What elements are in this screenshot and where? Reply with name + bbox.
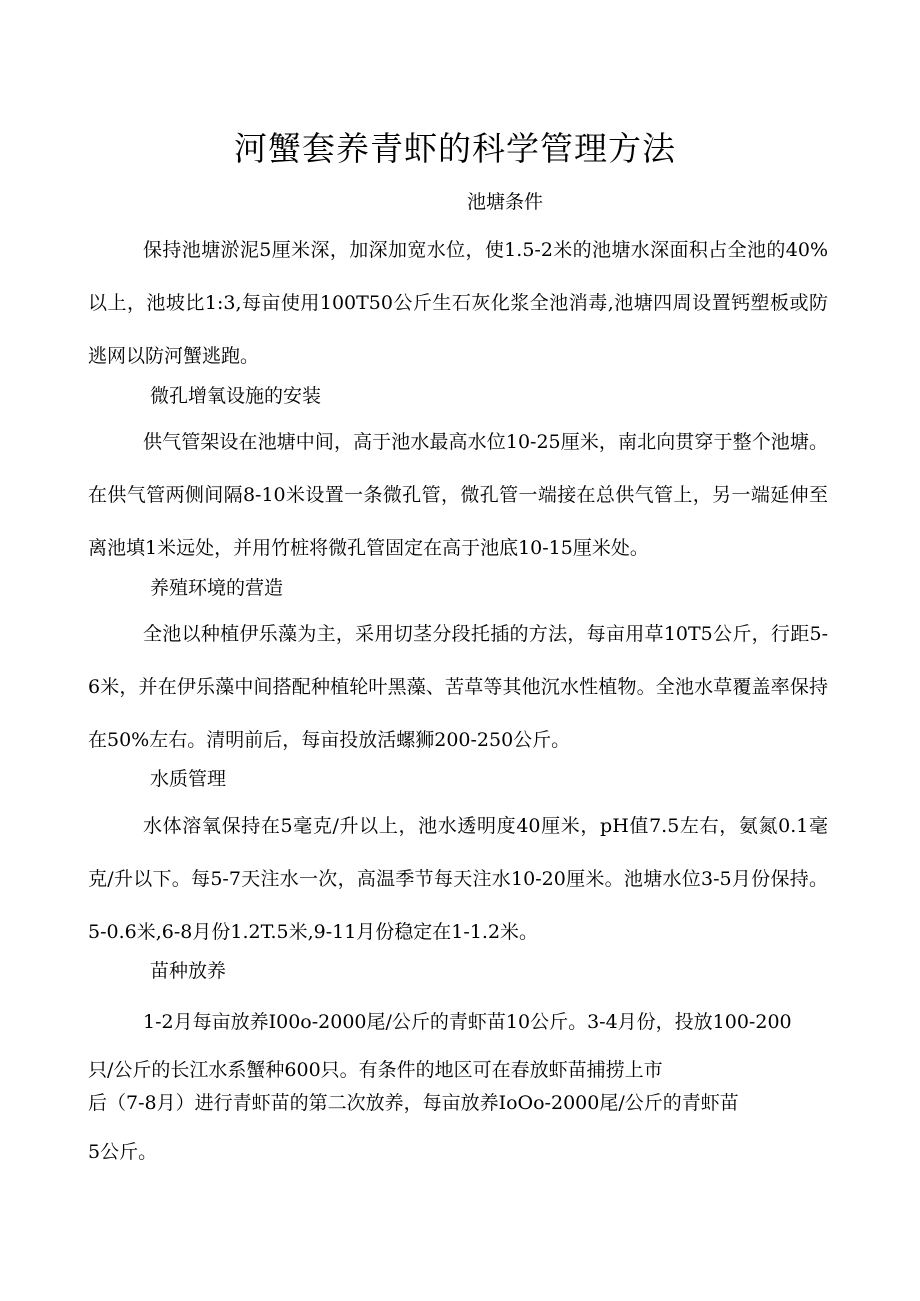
text-line: 后（7-8月）进行青虾苗的第二次放养，每亩放养IoOo-2000尾/公斤的青虾苗 (88, 1092, 739, 1114)
section-heading-water-quality: 水质管理 (150, 768, 227, 790)
section-heading-aeration: 微孔增氧设施的安装 (150, 385, 322, 407)
text-line: 5公斤。 (88, 1141, 158, 1163)
paragraph-pond-conditions: 保持池塘淤泥5厘米深，加深加宽水位，使1.5-2米的池塘水深面积占全池的40%以上，池坡比1:3,每亩使用100T50公斤生石灰化浆全池消毒,池塘四周设置钙塑板或防逃网以防河蟹逃跑。 (88, 239, 828, 367)
paragraph-water-quality: 水体溶氧保持在5毫克/升以上，池水透明度40厘米，pH值7.5左右，氨氮0.1毫克/升以下。每5-7天注水一次，高温季节每天注水10-20厘米。池塘水位3-5月份保持。5-0.6米,6-8月份1.2T.5米,9-11月份稳定在1-1.2米。 (88, 815, 828, 943)
text-line: 1-2月每亩放养I00o-2000尾/公斤的青虾苗10公斤。3-4月份，投放100-200 (143, 1011, 792, 1033)
text-line: 只/公斤的长江水系蟹种600只。有条件的地区可在春放虾苗捕捞上市 (88, 1059, 663, 1081)
page-title: 河蟹套养青虾的科学管理方法 (234, 129, 676, 168)
paragraph-aeration: 供气管架设在池塘中间，高于池水最高水位10-25厘米，南北向贯穿于整个池塘。在供气管两侧间隔8-10米设置一条微孔管，微孔管一端接在总供气管上，另一端延伸至离池填1米远处，并用竹桩将微孔管固定在高于池底10-15厘米处。 (88, 431, 828, 559)
section-heading-environment: 养殖环境的营造 (150, 577, 284, 599)
section-heading-pond-conditions: 池塘条件 (466, 191, 543, 213)
section-heading-seedling-stocking: 苗种放养 (150, 960, 227, 982)
paragraph-environment: 全池以种植伊乐藻为主，采用切茎分段托插的方法，每亩用草10T5公斤，行距5-6米，并在伊乐藻中间搭配种植轮叶黑藻、苦草等其他沉水性植物。全池水草覆盖率保持在50%左右。清明前后，每亩投放活螺狮200-250公斤。 (88, 623, 828, 751)
